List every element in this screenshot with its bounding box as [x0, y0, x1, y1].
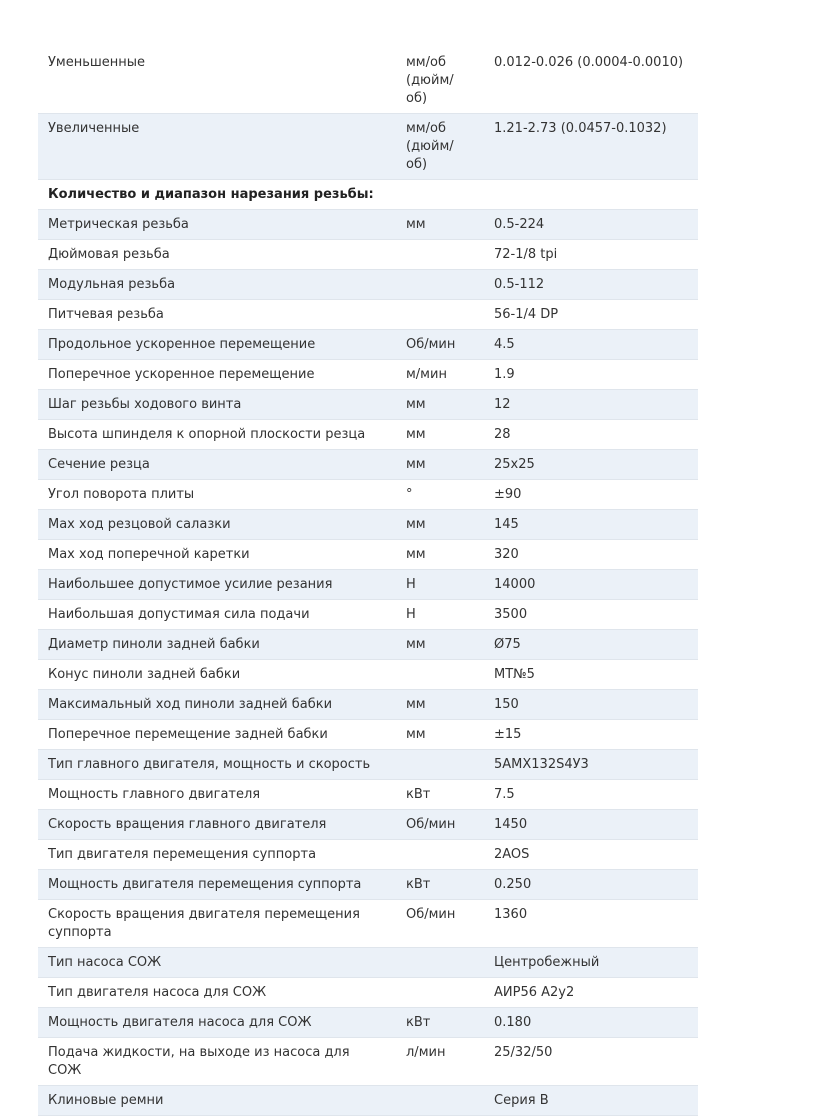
spec-row [38, 1008, 698, 1038]
spec-unit-cell: мм [395, 720, 484, 750]
spec-name-cell: Метрическая резьба [38, 210, 395, 240]
spec-row [38, 1038, 698, 1086]
spec-value-cell: 4.5 [484, 330, 698, 360]
spec-unit-cell: кВт [395, 780, 484, 810]
spec-unit-cell: Н [395, 600, 484, 630]
spec-value-cell: 1360 [484, 900, 698, 948]
spec-row [38, 420, 698, 450]
spec-row [38, 270, 698, 300]
spec-value-cell: АИР56 А2у2 [484, 978, 698, 1008]
spec-unit-cell: мм [395, 540, 484, 570]
spec-name-cell: Поперечное перемещение задней бабки [38, 720, 395, 750]
spec-name-cell: Наибольшая допустимая сила подачи [38, 600, 395, 630]
spec-unit-cell [395, 270, 484, 300]
spec-value-cell: 320 [484, 540, 698, 570]
spec-value-cell: 28 [484, 420, 698, 450]
spec-value-cell: 150 [484, 690, 698, 720]
spec-row [38, 510, 698, 540]
spec-value-cell: 14000 [484, 570, 698, 600]
spec-row [38, 900, 698, 948]
spec-name-cell: Мах ход резцовой салазки [38, 510, 395, 540]
spec-unit-cell: мм [395, 420, 484, 450]
spec-row [38, 630, 698, 660]
spec-unit-cell: л/мин [395, 1038, 484, 1086]
spec-name-cell: Наибольшее допустимое усилие резания [38, 570, 395, 600]
spec-name-cell: Диаметр пиноли задней бабки [38, 630, 395, 660]
spec-unit-cell [395, 180, 484, 210]
spec-row [38, 450, 698, 480]
spec-name-cell: Мощность главного двигателя [38, 780, 395, 810]
spec-name-cell: Тип насоса СОЖ [38, 948, 395, 978]
spec-name-cell: Продольное ускоренное перемещение [38, 330, 395, 360]
spec-name-cell: Шаг резьбы ходового винта [38, 390, 395, 420]
spec-row [38, 480, 698, 510]
section-heading-row [38, 180, 698, 210]
spec-row [38, 780, 698, 810]
spec-name-cell: Максимальный ход пиноли задней бабки [38, 690, 395, 720]
spec-value-cell: 3500 [484, 600, 698, 630]
spec-row [38, 810, 698, 840]
spec-row [38, 540, 698, 570]
spec-name-cell: Тип двигателя перемещения суппорта [38, 840, 395, 870]
spec-value-cell: 25/32/50 [484, 1038, 698, 1086]
spec-value-cell: 12 [484, 390, 698, 420]
spec-unit-cell: мм [395, 690, 484, 720]
spec-value-cell: 0.5-112 [484, 270, 698, 300]
spec-value-cell: 0.180 [484, 1008, 698, 1038]
spec-value-cell: 0.5-224 [484, 210, 698, 240]
spec-value-cell: 25x25 [484, 450, 698, 480]
spec-name-cell: Сечение резца [38, 450, 395, 480]
spec-row [38, 600, 698, 630]
spec-name-cell: Дюймовая резьба [38, 240, 395, 270]
spec-row [38, 390, 698, 420]
spec-unit-cell: мм [395, 450, 484, 480]
specifications-table [38, 48, 698, 1116]
spec-value-cell: 2AOS [484, 840, 698, 870]
spec-value-cell: 7.5 [484, 780, 698, 810]
spec-name-cell: Тип двигателя насоса для СОЖ [38, 978, 395, 1008]
spec-unit-cell: Об/мин [395, 810, 484, 840]
spec-unit-cell: кВт [395, 870, 484, 900]
spec-row [38, 720, 698, 750]
spec-value-cell: 145 [484, 510, 698, 540]
spec-value-cell: MT№5 [484, 660, 698, 690]
spec-unit-cell: м/мин [395, 360, 484, 390]
spec-unit-cell: мм [395, 390, 484, 420]
spec-name-cell: Мощность двигателя насоса для СОЖ [38, 1008, 395, 1038]
spec-value-cell: 0.012-0.026 (0.0004-0.0010) [484, 48, 698, 114]
spec-unit-cell [395, 300, 484, 330]
spec-row [38, 330, 698, 360]
spec-value-cell: Серия В [484, 1086, 698, 1116]
spec-unit-cell: Об/мин [395, 330, 484, 360]
spec-row [38, 210, 698, 240]
spec-row [38, 240, 698, 270]
spec-name-cell: Количество и диапазон нарезания резьбы: [38, 180, 395, 210]
spec-row [38, 360, 698, 390]
spec-row [38, 840, 698, 870]
spec-unit-cell [395, 240, 484, 270]
spec-name-cell: Скорость вращения главного двигателя [38, 810, 395, 840]
spec-value-cell: ±15 [484, 720, 698, 750]
spec-name-cell: Модульная резьба [38, 270, 395, 300]
specifications-body [38, 48, 698, 1116]
spec-row [38, 1086, 698, 1116]
spec-name-cell: Поперечное ускоренное перемещение [38, 360, 395, 390]
spec-value-cell: 72-1/8 tpi [484, 240, 698, 270]
spec-unit-cell [395, 750, 484, 780]
spec-unit-cell [395, 978, 484, 1008]
spec-row [38, 690, 698, 720]
spec-value-cell: 1.9 [484, 360, 698, 390]
spec-unit-cell [395, 840, 484, 870]
spec-value-cell: 5AMX132S4У3 [484, 750, 698, 780]
spec-row [38, 948, 698, 978]
spec-row [38, 750, 698, 780]
spec-value-cell: 56-1/4 DP [484, 300, 698, 330]
spec-name-cell: Питчевая резьба [38, 300, 395, 330]
spec-name-cell: Тип главного двигателя, мощность и скорость [38, 750, 395, 780]
spec-name-cell: Конус пиноли задней бабки [38, 660, 395, 690]
spec-unit-cell: Об/мин [395, 900, 484, 948]
spec-name-cell: Клиновые ремни [38, 1086, 395, 1116]
spec-unit-cell: ° [395, 480, 484, 510]
spec-name-cell: Подача жидкости, на выходе из насоса для СОЖ [38, 1038, 395, 1086]
spec-name-cell: Высота шпинделя к опорной плоскости резца [38, 420, 395, 450]
spec-row [38, 660, 698, 690]
spec-name-cell: Увеличенные [38, 114, 395, 180]
spec-name-cell: Угол поворота плиты [38, 480, 395, 510]
spec-unit-cell: мм [395, 210, 484, 240]
spec-value-cell [484, 180, 698, 210]
spec-unit-cell: мм [395, 510, 484, 540]
spec-name-cell: Мощность двигателя перемещения суппорта [38, 870, 395, 900]
spec-unit-cell: мм/об (дюйм/об) [395, 48, 484, 114]
spec-value-cell: 0.250 [484, 870, 698, 900]
spec-value-cell: 1450 [484, 810, 698, 840]
spec-unit-cell: кВт [395, 1008, 484, 1038]
spec-unit-cell [395, 948, 484, 978]
spec-unit-cell: мм/об (дюйм/об) [395, 114, 484, 180]
spec-value-cell: 1.21-2.73 (0.0457-0.1032) [484, 114, 698, 180]
spec-row [38, 978, 698, 1008]
spec-row [38, 570, 698, 600]
spec-row [38, 48, 698, 114]
spec-row [38, 114, 698, 180]
spec-value-cell: ±90 [484, 480, 698, 510]
spec-unit-cell [395, 660, 484, 690]
spec-row [38, 870, 698, 900]
spec-unit-cell: мм [395, 630, 484, 660]
spec-value-cell: Центробежный [484, 948, 698, 978]
spec-row [38, 300, 698, 330]
spec-value-cell: Ø75 [484, 630, 698, 660]
spec-name-cell: Мах ход поперечной каретки [38, 540, 395, 570]
spec-name-cell: Скорость вращения двигателя перемещения суппорта [38, 900, 395, 948]
spec-unit-cell [395, 1086, 484, 1116]
spec-name-cell: Уменьшенные [38, 48, 395, 114]
spec-unit-cell: Н [395, 570, 484, 600]
